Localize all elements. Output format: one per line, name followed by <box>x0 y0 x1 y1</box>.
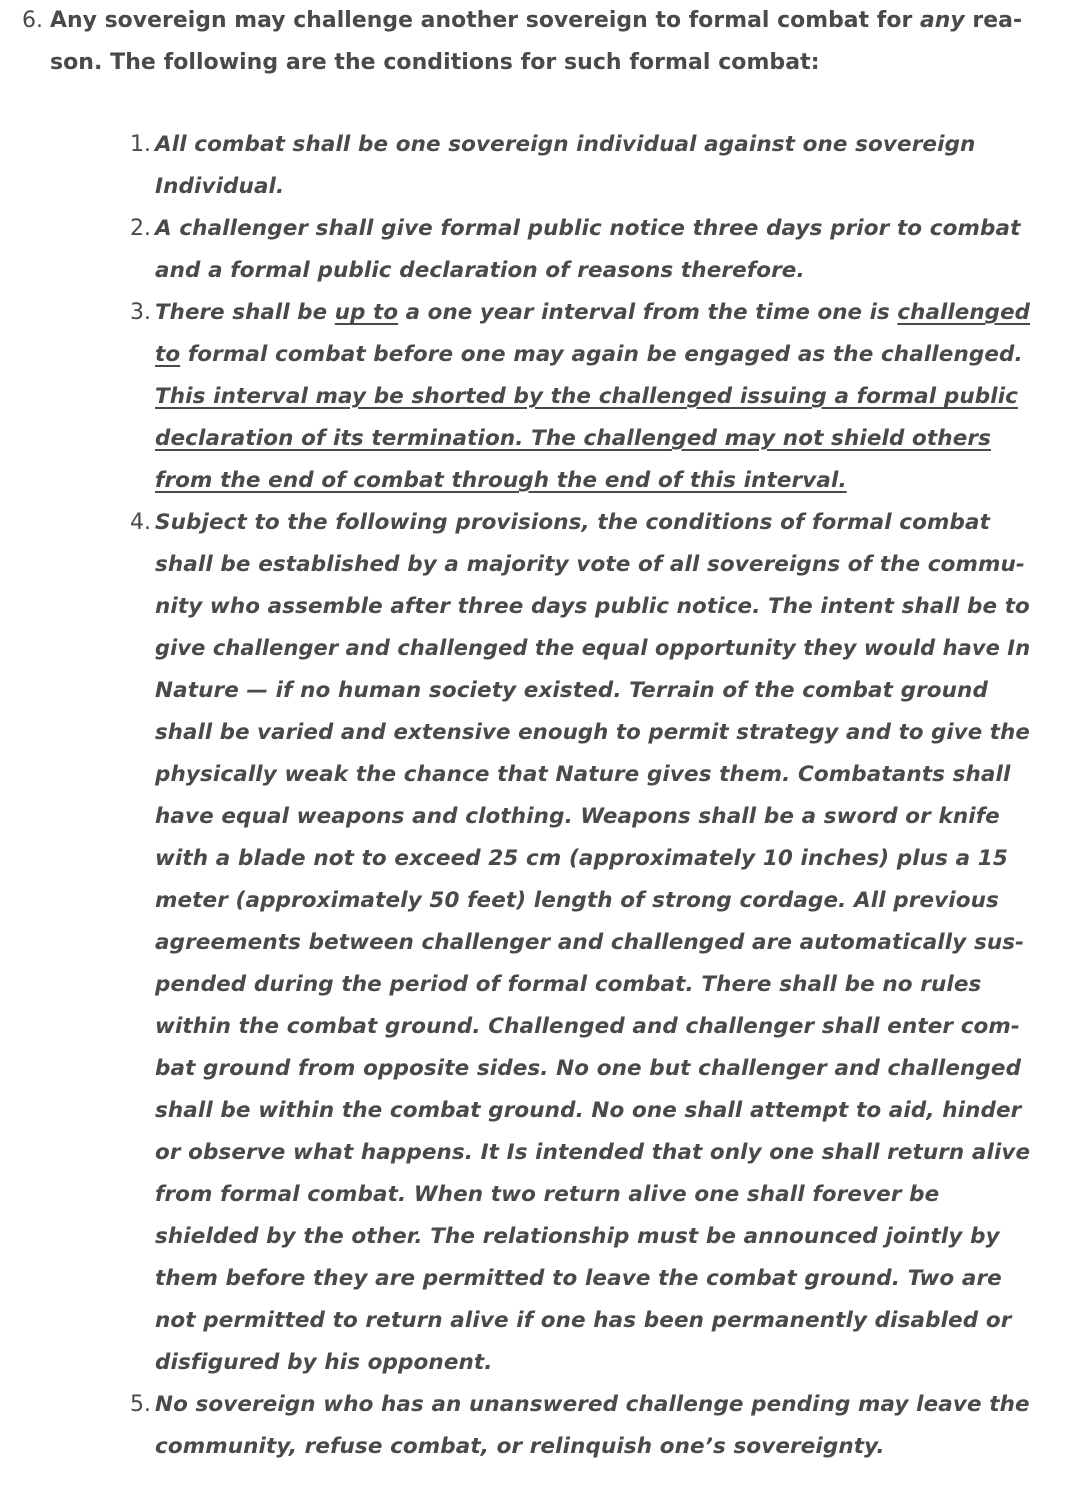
text-line: have equal weapons and clothing. Weapons shall be a sword or knife <box>155 804 1000 829</box>
list-item-6 <box>22 0 1022 84</box>
condition-text <box>155 208 1030 292</box>
text-line: them before they are permitted to leave the combat ground. Two are <box>155 1266 1002 1291</box>
text-line: not permitted to return alive if one has been permanently disabled or <box>155 1308 1012 1333</box>
text-line: and a formal public declaration of reasons therefore. <box>155 258 805 283</box>
text-line: A challenger shall give formal public notice three days prior to combat <box>155 216 1021 241</box>
list-item-text <box>50 0 1022 84</box>
text-line: nity who assemble after three days public notice. The intent shall be to <box>155 594 1030 619</box>
text-line: within the combat ground. Challenged and challenger shall enter com- <box>155 1014 1020 1039</box>
condition-text <box>155 292 1030 502</box>
text-line: shall be established by a majority vote of all sovereigns of the commu- <box>155 552 1025 577</box>
text-segment: a one year interval from the time one is <box>398 300 898 325</box>
condition-number: 4. <box>130 510 151 535</box>
condition-number: 1. <box>130 132 151 157</box>
underlined-text: declaration of its termination. The challenged may not shield others <box>155 426 991 451</box>
text-line: Individual. <box>155 174 285 199</box>
condition-number: 3. <box>130 300 151 325</box>
text-line: No sovereign who has an unanswered challenge pending may leave the <box>155 1392 1030 1417</box>
underlined-text: up to <box>334 300 399 325</box>
text-segment: There shall be <box>155 300 335 325</box>
text-segment: Any sovereign may challenge another sovereign to formal combat for <box>50 8 920 33</box>
text-line: pended during the period of formal combat. There shall be no rules <box>155 972 982 997</box>
underlined-text: This interval may be shorted by the challenged issuing a formal public <box>155 384 1019 409</box>
text-line <box>50 0 1022 42</box>
condition-number: 2. <box>130 216 151 241</box>
text-line: agreements between challenger and challenged are automatically sus- <box>155 930 1025 955</box>
text-line: with a blade not to exceed 25 cm (approximately 10 inches) plus a 15 <box>155 846 1008 871</box>
text-line: shall be within the combat ground. No one shall attempt to aid, hinder <box>155 1098 1022 1123</box>
condition-item-1 <box>130 124 1030 208</box>
list-number: 6. <box>22 8 43 33</box>
condition-text <box>155 1384 1030 1468</box>
text-line: shielded by the other. The relationship must be announced jointly by <box>155 1224 1000 1249</box>
text-line: or observe what happens. It Is intended that only one shall return alive <box>155 1140 1031 1165</box>
condition-item-4 <box>130 502 1030 1384</box>
text-line: give challenger and challenged the equal opportunity they would have In <box>155 636 1031 661</box>
text-line: son. The following are the conditions for such formal combat: <box>50 50 820 75</box>
text-segment: rea- <box>964 8 1023 33</box>
text-line: All combat shall be one sovereign individual against one sovereign <box>155 132 976 157</box>
text-line <box>155 292 1030 334</box>
underlined-text: to <box>155 342 181 367</box>
underlined-text: from the end of combat through the end of this interval. <box>155 468 847 493</box>
condition-item-5 <box>130 1384 1030 1468</box>
underlined-text: challenged <box>897 300 1031 325</box>
text-line: from formal combat. When two return alive one shall forever be <box>155 1182 940 1207</box>
condition-item-3 <box>130 292 1030 502</box>
condition-text <box>155 124 1030 208</box>
text-line: community, refuse combat, or relinquish one’s sovereignty. <box>155 1434 885 1459</box>
text-line <box>155 334 1023 376</box>
condition-item-2 <box>130 208 1030 292</box>
condition-text <box>155 502 1030 1384</box>
text-line: Nature — if no human society existed. Terrain of the combat ground <box>155 678 988 703</box>
conditions-list <box>130 124 1030 1468</box>
text-line: bat ground from opposite sides. No one but challenger and challenged <box>155 1056 1022 1081</box>
emphasis-text: any <box>919 8 965 33</box>
text-line: shall be varied and extensive enough to permit strategy and to give the <box>155 720 1030 745</box>
text-line: meter (approximately 50 feet) length of strong cordage. All previous <box>155 888 999 913</box>
text-segment: formal combat before one may again be engaged as the challenged. <box>180 342 1023 367</box>
condition-number: 5. <box>130 1392 151 1417</box>
text-line: disfigured by his opponent. <box>155 1350 493 1375</box>
text-line: Subject to the following provisions, the conditions of formal combat <box>155 510 990 535</box>
text-line: physically weak the chance that Nature gives them. Combatants shall <box>155 762 1011 787</box>
